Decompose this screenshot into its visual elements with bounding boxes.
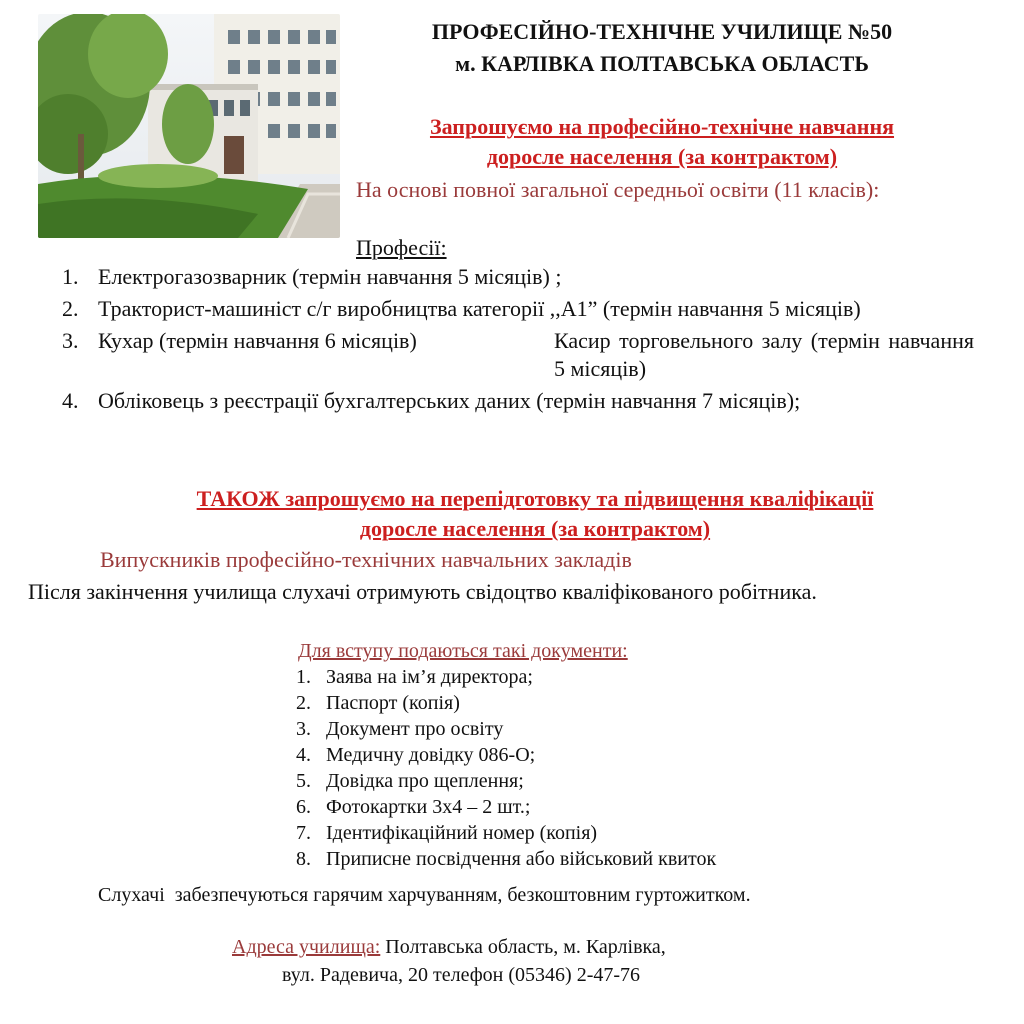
documents-list — [296, 664, 716, 872]
page-title — [352, 16, 972, 80]
profession-text: Обліковець з реєстрації бухгалтерських даних (термін навчання 7 місяців); — [98, 388, 801, 413]
invite-line-2: доросле населення (за контрактом) — [486, 144, 838, 169]
professions-label: Професії: — [356, 235, 447, 260]
document-text: Медичну довідку 086-О; — [326, 744, 536, 766]
profession-number: 1. — [62, 264, 79, 289]
address-label: Адреса училища: — [232, 936, 381, 958]
document-number: 2. — [296, 692, 311, 714]
title-line-2: м. КАРЛІВКА ПОЛТАВСЬКА ОБЛАСТЬ — [455, 51, 869, 76]
document-item — [296, 846, 716, 872]
document-item — [296, 742, 716, 768]
profession-item — [62, 387, 974, 415]
retraining-heading — [60, 484, 1010, 544]
profession-extra-text: Касир торговельного залу (термін навчання 5 місяців) — [554, 328, 974, 381]
school-building-photo — [38, 14, 340, 238]
document-item — [296, 794, 716, 820]
profession-item — [62, 327, 974, 383]
address-line-1 — [232, 934, 666, 960]
document-text: Приписне посвідчення або військовий квиток — [326, 848, 717, 870]
document-item — [296, 716, 716, 742]
profession-text: Електрогазозварник (термін навчання 5 місяців) ; — [98, 264, 562, 289]
document-number: 7. — [296, 822, 311, 844]
title-line-1: ПРОФЕСІЙНО-ТЕХНІЧНЕ УЧИЛИЩЕ №50 — [431, 19, 893, 44]
document-number: 5. — [296, 770, 311, 792]
document-number: 1. — [296, 666, 311, 688]
document-text: Фотокартки 3х4 – 2 шт.; — [326, 796, 531, 818]
document-number: 4. — [296, 744, 311, 766]
document-text: Довідка про щеплення; — [326, 770, 524, 792]
document-number: 3. — [296, 718, 311, 740]
document-text: Паспорт (копія) — [326, 692, 460, 714]
document-text: Ідентифікаційний номер (копія) — [326, 822, 598, 844]
profession-item — [62, 295, 974, 323]
professions-list — [62, 263, 974, 419]
invite-line-1: Запрошуємо на професійно-технічне навчання — [429, 114, 895, 139]
invite-heading — [352, 112, 972, 172]
profession-number: 2. — [62, 296, 79, 321]
documents-heading: Для вступу подаються такі документи: — [298, 640, 628, 662]
document-item — [296, 664, 716, 690]
document-number: 6. — [296, 796, 311, 818]
profession-text: Тракторист-машиніст с/г виробництва категорії ,,А1” (термін навчання 5 місяців) — [98, 296, 861, 321]
retraining-line-2: доросле населення (за контрактом) — [359, 516, 711, 541]
profession-number: 4. — [62, 388, 79, 413]
address-text: Полтавська область, м. Карлівка, — [380, 936, 666, 958]
document-item — [296, 690, 716, 716]
profession-item — [62, 263, 974, 291]
benefits-text: Слухачі забезпечуються гарячим харчуванням, безкоштовним гуртожитком. — [98, 884, 751, 906]
document-item — [296, 768, 716, 794]
document-item — [296, 820, 716, 846]
document-text: Заява на ім’я директора; — [326, 666, 533, 688]
document-number: 8. — [296, 848, 311, 870]
profession-text: Кухар (термін навчання 6 місяців) — [98, 328, 417, 353]
education-basis: На основі повної загальної середньої освіти (11 класів): — [356, 177, 880, 202]
certificate-text: Після закінчення училища слухачі отримують свідоцтво кваліфікованого робітника. — [28, 579, 817, 604]
address-line-2: вул. Радевича, 20 телефон (05346) 2-47-76 — [282, 964, 641, 986]
graduates-text: Випускників професійно-технічних навчальних закладів — [100, 547, 632, 572]
school-building-illustration — [38, 14, 340, 238]
profession-number: 3. — [62, 328, 79, 353]
document-text: Документ про освіту — [326, 718, 504, 740]
retraining-line-1: ТАКОЖ запрошуємо на перепідготовку та підвищення кваліфікації — [196, 486, 874, 511]
